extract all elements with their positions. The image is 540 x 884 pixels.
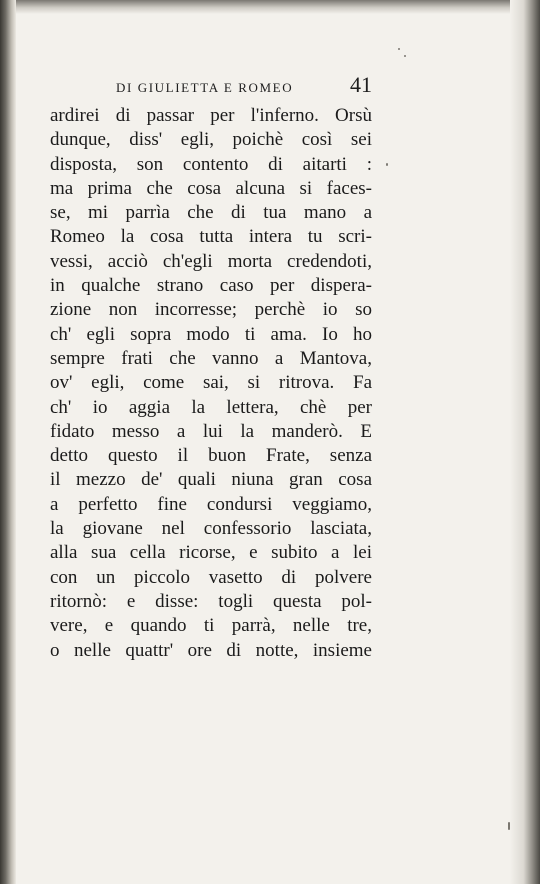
paper-speck [398, 48, 400, 50]
book-spine-shadow [0, 0, 16, 884]
page-header [50, 72, 372, 102]
text-line: ch' egli sopra modo ti ama. Io ho [50, 323, 372, 345]
body-text [50, 104, 372, 663]
text-line: a perfetto fine condursi veggiamo, [50, 493, 372, 515]
text-line: in qualche strano caso per dispera- [50, 275, 372, 297]
text-line: ch' io aggia la lettera, chè per [50, 396, 372, 418]
text-line: vere, e quando ti parrà, nelle tre, [50, 615, 372, 637]
text-line: Romeo la cosa tutta intera tu scri- [50, 226, 372, 248]
text-line: dunque, diss' egli, poichè così sei [50, 129, 372, 151]
text-line: detto questo il buon Frate, senza [50, 445, 372, 467]
paper-speck [386, 163, 388, 166]
text-line: fidato messo a lui la manderò. E [50, 420, 372, 442]
page-top-shadow [0, 0, 540, 14]
page-number: 41 [350, 72, 372, 97]
text-line: disposta, son contento di aitarti : [50, 153, 372, 175]
book-page [50, 72, 372, 663]
text-line: se, mi parrìa che di tua mano a [50, 202, 372, 224]
paper-speck [508, 822, 510, 830]
text-line: con un piccolo vasetto di polvere [50, 566, 372, 588]
text-line: alla sua cella ricorse, e subito a lei [50, 542, 372, 564]
text-line: sempre frati che vanno a Mantova, [50, 347, 372, 369]
page-edge-shadow [510, 0, 540, 884]
text-line: ritornò: e disse: togli questa pol- [50, 590, 372, 612]
text-line: ardirei di passar per l'inferno. Orsù [50, 105, 372, 126]
paper-speck [404, 55, 406, 57]
text-line: ov' egli, come sai, si ritrova. Fa [50, 372, 372, 394]
text-line: o nelle quattr' ore di notte, insieme [50, 639, 372, 661]
text-line: la giovane nel confessorio lasciata, [50, 518, 372, 540]
text-line: ma prima che cosa alcuna si faces- [50, 177, 372, 199]
running-head: DI GIULIETTA E ROMEO [116, 80, 294, 95]
text-line: vessi, acciò ch'egli morta credendoti, [50, 250, 372, 272]
text-line: zione non incorresse; perchè io so [50, 299, 372, 321]
text-line: il mezzo de' quali niuna gran cosa [50, 469, 372, 491]
